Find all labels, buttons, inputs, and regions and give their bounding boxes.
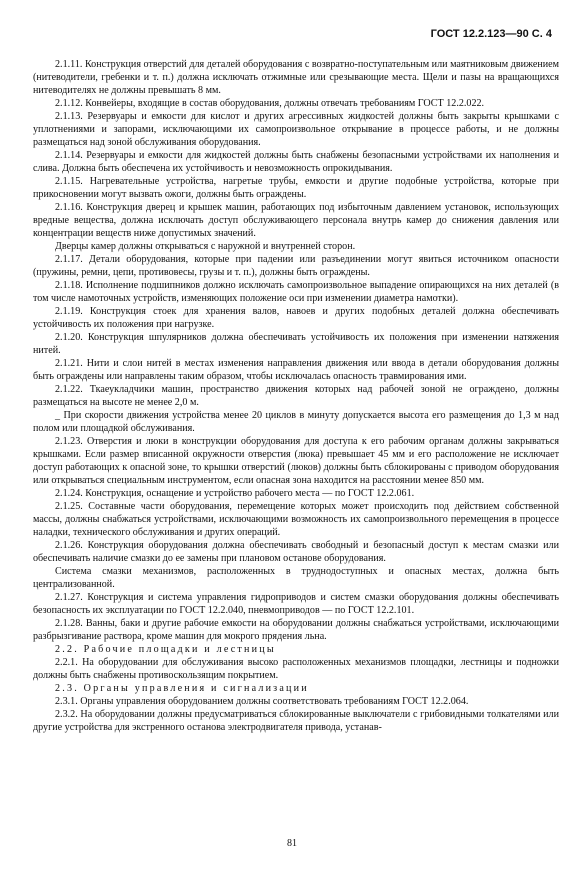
- document-body: [33, 58, 559, 734]
- paragraph: 2.2.1. На оборудовании для обслуживания высоко расположенных механизмов площадки, лестницы и подножки должны быть снабжены противоскользящим покрытием.: [33, 657, 559, 681]
- paragraph: Система смазки механизмов, расположенных в труднодоступных и опасных местах, должна быть централизованной.: [33, 566, 559, 590]
- page-number: 81: [287, 838, 297, 849]
- paragraph: 2.1.15. Нагревательные устройства, нагретые трубы, емкости и другие подобные устройства, которые при прикосновении могут вызвать ожоги, должны быть ограждены.: [33, 176, 559, 200]
- paragraph: Дверцы камер должны открываться с наружной и внутренней сторон.: [55, 241, 356, 252]
- paragraph: 2.1.16. Конструкция дверец и крышек машин, работающих под избыточным давлением установок, использующих вредные вещества, должна исключать доступ обслуживающего персонала внутрь камер до снижения давления или концентрации веществ ниже допустимых значений.: [33, 202, 559, 239]
- paragraph: 2.1.20. Конструкция шпулярников должна обеспечивать устойчивость их положения при изменении натяжения нитей.: [33, 332, 559, 356]
- section-heading: 2.2. Рабочие площадки и лестницы: [55, 644, 276, 655]
- paragraph: 2.1.11. Конструкция отверстий для деталей оборудования с возвратно-поступательным или маятниковым движением (нитеводители, гребенки и т. п.) должна исключать отжимные или срезывающие места. Щели и пазы на вращающихся нитеводителях не должны превышать 8 мм.: [33, 59, 559, 96]
- paragraph: 2.3.2. На оборудовании должны предусматриваться сблокированные выключатели с грибовидными толкателями или другие устройства для экстренного останова электродвигателя привода, устанав-: [33, 709, 559, 733]
- paragraph: 2.1.18. Исполнение подшипников должно исключать самопроизвольное выпадение опирающихся на них деталей (в том числе намоточных устройств, изменяющих положение оси при изменении диаметра намотки).: [33, 280, 559, 304]
- paragraph: 2.1.14. Резервуары и емкости для жидкостей должны быть снабжены безопасными устройствами их наполнения и слива. Должна быть обеспечена их устойчивость и невозможность опрокидывания.: [33, 150, 559, 174]
- paragraph: 2.1.27. Конструкция и система управления гидроприводов и систем смазки оборудования должны обеспечивать безопасность их эксплуатации по ГОСТ 12.2.040, пневмоприводов — по ГОСТ 12.2.101.: [33, 592, 559, 616]
- paragraph: 2.3.1. Органы управления оборудованием должны соответствовать требованиям ГОСТ 12.2.064.: [55, 696, 469, 707]
- paragraph: _ При скорости движения устройства менее 20 циклов в минуту допускается высота его размещения до 1,3 м над полом или площадкой обслуживания.: [33, 410, 559, 434]
- paragraph: 2.1.13. Резервуары и емкости для кислот и других агрессивных жидкостей должны быть закрыты крышками с уплотнениями и запорами, исключающими их самопроизвольное открывание в процессе работы, и не должны размещаться над зоной обслуживания оборудования.: [33, 111, 559, 148]
- paragraph: 2.1.26. Конструкция оборудования должна обеспечивать свободный и безопасный доступ к местам смазки или обеспечивать наличие смазки до ее замены при плановом останове оборудования.: [33, 540, 559, 564]
- paragraph: 2.1.21. Нити и слои нитей в местах изменения направления движения или ввода в детали оборудования должны быть ограждены или направлены таким образом, чтобы исключалась опасность травмирования ими.: [33, 358, 559, 382]
- paragraph: 2.1.25. Составные части оборудования, перемещение которых может происходить под действием собственной массы, должны снабжаться устройствами, исключающими возможность их самопроизвольного перемещения в процессе наладки, технического обслуживания и других операций.: [33, 501, 559, 538]
- paragraph: 2.1.17. Детали оборудования, которые при падении или разъединении могут явиться источником опасности (пружины, ремни, цепи, противовесы, грузы и т. п.), должны быть ограждены.: [33, 254, 559, 278]
- paragraph: 2.1.28. Ванны, баки и другие рабочие емкости на оборудовании должны снабжаться устройствами, исключающими разбрызгивание раствора, кроме машин для мокрого прядения льна.: [33, 618, 559, 642]
- section-heading: 2.3. Органы управления и сигнализации: [55, 683, 309, 694]
- paragraph: 2.1.19. Конструкция стоек для хранения валов, навоев и других подобных деталей должна обеспечивать устойчивость их положения при нагрузке.: [33, 306, 559, 330]
- paragraph: 2.1.23. Отверстия и люки в конструкции оборудования для доступа к его рабочим органам должны закрываться крышками. Если размер вписанной окружности отверстия (люка) превышает 45 мм и его расположение не исключает доступ работающих к опасной зоне, то крышки отверстий (люков) должны быть сблокированы с приводом оборудования или открываться специальным инструментом, если опасная зона находится на расстоянии менее 850 мм.: [33, 436, 559, 486]
- paragraph: 2.1.24. Конструкция, оснащение и устройство рабочего места — по ГОСТ 12.2.061.: [55, 488, 415, 499]
- paragraph: 2.1.12. Конвейеры, входящие в состав оборудования, должны отвечать требованиям ГОСТ 12.2.022.: [55, 98, 485, 109]
- page-header: ГОСТ 12.2.123—90 С. 4: [430, 28, 552, 40]
- paragraph: 2.1.22. Ткаеукладчики машин, пространство движения которых над рабочей зоной не ограждено, должны размещаться на высоте не менее 2,0 м.: [33, 384, 559, 408]
